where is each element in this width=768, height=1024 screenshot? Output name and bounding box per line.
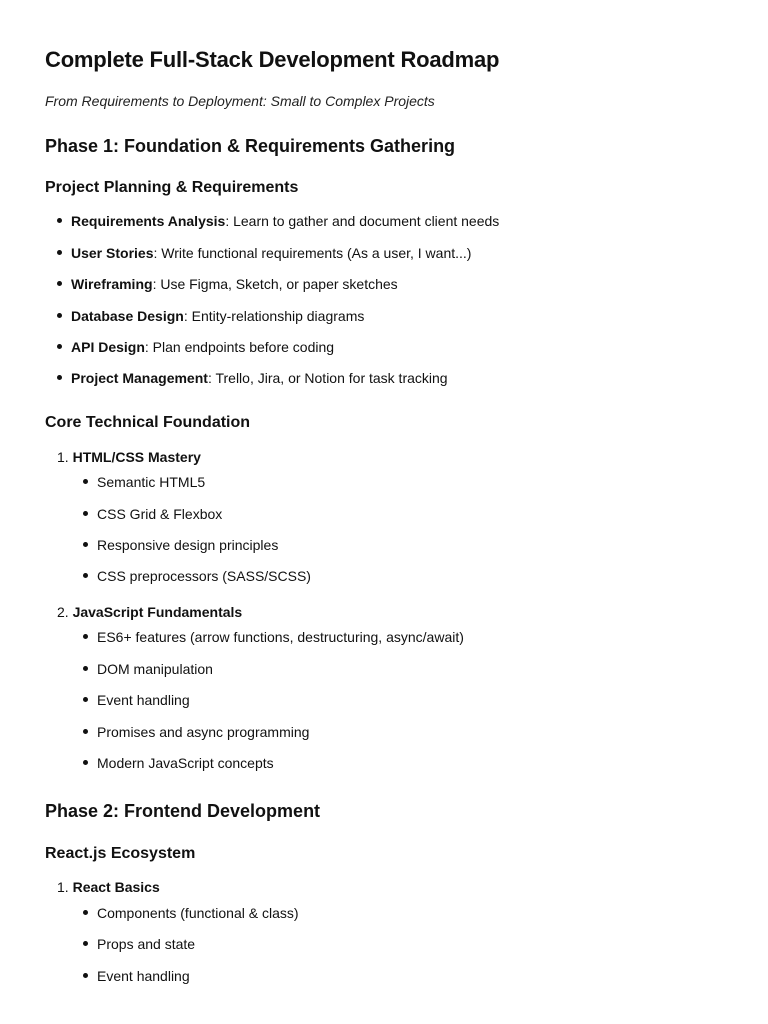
- item-desc: : Plan endpoints before coding: [144, 339, 335, 355]
- item-number: 2.: [57, 604, 69, 620]
- list-item: [83, 967, 190, 985]
- bullet-icon: [83, 729, 88, 734]
- bullet-icon: [83, 511, 88, 516]
- bullet-icon: [83, 666, 88, 671]
- numbered-item: [57, 603, 242, 621]
- bullet-icon: [83, 697, 88, 702]
- list-item: [83, 904, 299, 922]
- item-number: 1.: [57, 449, 69, 465]
- bullet-icon: [83, 910, 88, 915]
- list-item: [57, 275, 398, 293]
- bullet-icon: [57, 344, 62, 349]
- item-term: User Stories: [71, 245, 154, 261]
- item-text: Promises and async programming: [97, 724, 310, 740]
- item-text: Semantic HTML5: [97, 474, 206, 490]
- item-label: JavaScript Fundamentals: [72, 604, 243, 620]
- bullet-icon: [57, 218, 62, 223]
- item-term: Project Management: [71, 370, 208, 386]
- item-desc: : Use Figma, Sketch, or paper sketches: [152, 276, 398, 292]
- list-item: [83, 473, 205, 491]
- item-desc: : Learn to gather and document client needs: [225, 213, 500, 229]
- numbered-item: [57, 878, 160, 896]
- item-desc: : Entity-relationship diagrams: [183, 308, 365, 324]
- list-item: [83, 935, 195, 953]
- bullet-icon: [83, 573, 88, 578]
- list-item: [57, 307, 364, 325]
- item-text: Responsive design principles: [97, 537, 279, 553]
- item-term: Database Design: [71, 308, 184, 324]
- list-item: [83, 505, 222, 523]
- list-item: [83, 536, 278, 554]
- list-item: [57, 212, 499, 230]
- item-text: Event handling: [97, 692, 190, 708]
- bullet-icon: [57, 313, 62, 318]
- bullet-icon: [57, 250, 62, 255]
- bullet-icon: [57, 281, 62, 286]
- item-term: Requirements Analysis: [71, 213, 226, 229]
- item-desc: : Trello, Jira, or Notion for task tracking: [207, 370, 448, 386]
- list-item: [57, 244, 471, 262]
- item-text: Components (functional & class): [97, 905, 299, 921]
- item-term: Wireframing: [71, 276, 153, 292]
- bullet-icon: [83, 634, 88, 639]
- item-text: DOM manipulation: [97, 661, 213, 677]
- numbered-item: [57, 448, 201, 466]
- item-label: React Basics: [72, 879, 160, 895]
- bullet-icon: [83, 542, 88, 547]
- planning-heading: Project Planning & Requirements: [45, 179, 299, 196]
- phase2-heading: Phase 2: Frontend Development: [45, 801, 321, 821]
- list-item: [83, 754, 274, 772]
- list-item: [83, 723, 309, 741]
- item-term: API Design: [71, 339, 145, 355]
- item-desc: : Write functional requirements (As a user, I want...): [153, 245, 472, 261]
- list-item: [57, 369, 448, 387]
- item-number: 1.: [57, 879, 69, 895]
- list-item: [83, 660, 213, 678]
- item-text: ES6+ features (arrow functions, destructuring, async/await): [97, 629, 464, 645]
- item-label: HTML/CSS Mastery: [72, 449, 201, 465]
- list-item: [83, 567, 311, 585]
- list-item: [83, 691, 190, 709]
- bullet-icon: [83, 941, 88, 946]
- bullet-icon: [57, 375, 62, 380]
- phase1-heading: Phase 1: Foundation & Requirements Gathering: [45, 136, 456, 156]
- list-item: [83, 628, 464, 646]
- item-text: CSS preprocessors (SASS/SCSS): [97, 568, 311, 584]
- bullet-icon: [83, 973, 88, 978]
- page-title: Complete Full-Stack Development Roadmap: [45, 47, 500, 72]
- react-heading: React.js Ecosystem: [45, 845, 196, 862]
- item-text: CSS Grid & Flexbox: [97, 506, 223, 522]
- bullet-icon: [83, 760, 88, 765]
- item-text: Event handling: [97, 968, 190, 984]
- item-text: Modern JavaScript concepts: [97, 755, 274, 771]
- item-text: Props and state: [97, 936, 196, 952]
- core-heading: Core Technical Foundation: [45, 414, 251, 431]
- bullet-icon: [83, 479, 88, 484]
- page-subtitle: From Requirements to Deployment: Small to Complex Projects: [45, 93, 435, 109]
- list-item: [57, 338, 334, 356]
